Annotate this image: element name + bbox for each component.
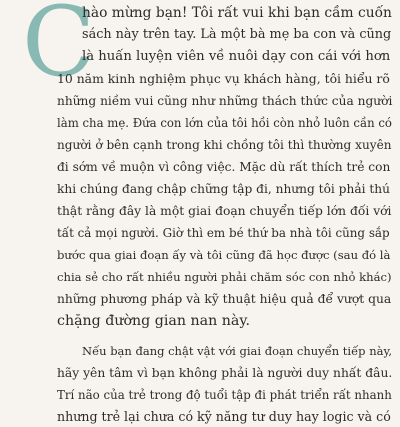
text-line: Nếu bạn đang chật vật với giai đoạn chuyển tiếp này, bbox=[82, 344, 393, 358]
text-line: thật rằng đây là một giai đoạn chuyển tiếp lớn đối với bbox=[57, 204, 392, 218]
text-line: chặng đường gian nan này. bbox=[57, 313, 250, 329]
text-line: tất cả mọi người. Giờ thì em bé thứ ba nhà tôi cũng sắp bbox=[57, 226, 390, 240]
text-line: những niềm vui cũng như những thách thức của người bbox=[57, 94, 393, 108]
text-line: khi chúng đang chập chững tập đi, nhưng tôi phải thú bbox=[57, 182, 390, 196]
text-line: hào mừng bạn! Tôi rất vui khi bạn cầm cuốn bbox=[82, 5, 392, 21]
text-line: người ở bên cạnh trong khi chồng tôi thì thường xuyên bbox=[57, 138, 392, 152]
text-line: nhưng trẻ lại chưa có kỹ năng tư duy hay logic và có bbox=[57, 409, 391, 424]
text-line: đi sớm về muộn vì công việc. Mặc dù rất thích trẻ con bbox=[57, 160, 391, 174]
text-line: hãy yên tâm vì bạn không phải là người duy nhất đâu. bbox=[57, 366, 393, 380]
text-line: sách này trên tay. Là một bà mẹ ba con và cũng bbox=[82, 27, 392, 42]
text-line: làm cha mẹ. Đứa con lớn của tôi hồi còn nhỏ luôn cần có bbox=[57, 116, 392, 130]
text-line: bước qua giai đoạn ấy và tôi cũng đã học được (sau đó là bbox=[57, 248, 391, 262]
drop-cap-letter: C bbox=[22, 0, 96, 98]
text-line: chia sẻ cho rất nhiều người phải chăm sóc con nhỏ khác) bbox=[57, 270, 392, 284]
text-line: là huấn luyện viên về nuôi dạy con cái với hơn bbox=[82, 49, 391, 64]
text-line: những phương pháp và kỹ thuật hiệu quả để vượt qua bbox=[57, 292, 392, 306]
text-line: 10 năm kinh nghiệm phục vụ khách hàng, tôi hiểu rõ bbox=[57, 71, 390, 86]
text-line: Trí não của trẻ trong độ tuổi tập đi phát triển rất nhanh bbox=[57, 388, 392, 402]
